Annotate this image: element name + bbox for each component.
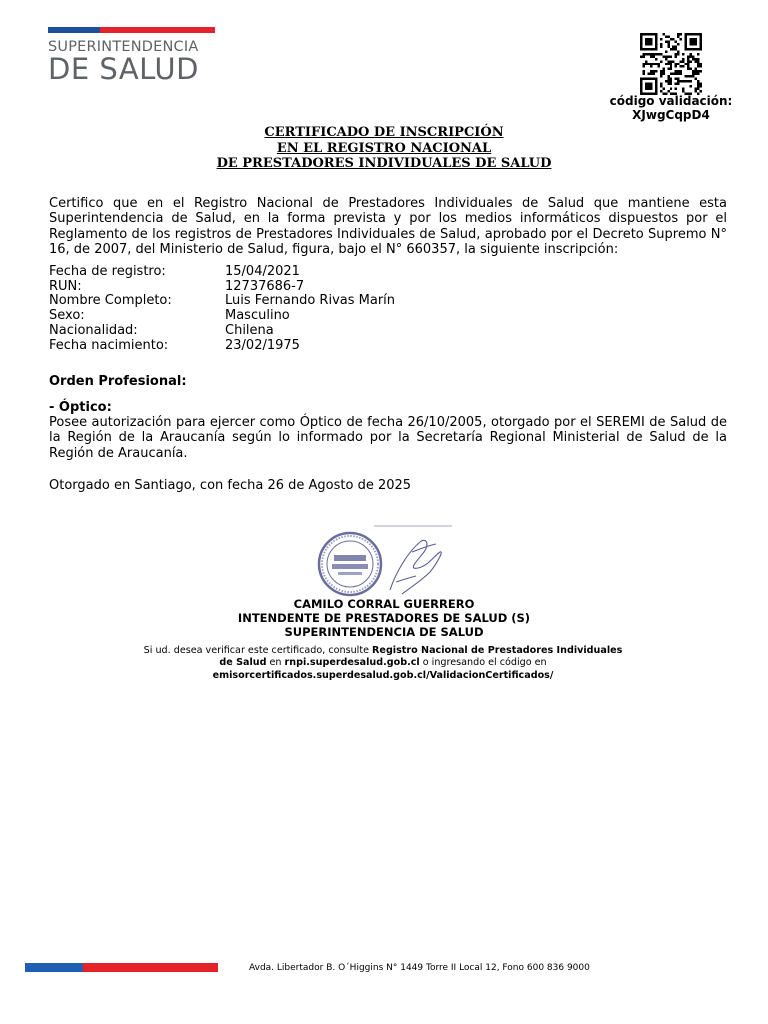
- validation-link[interactable]: emisorcertificados.superdesalud.gob.cl/ValidacionCertificados/: [212, 669, 554, 681]
- signer-block: [0, 597, 768, 639]
- title-line-1: CERTIFICADO DE INSCRIPCIÓN: [264, 125, 504, 140]
- signer-name: CAMILO CORRAL GUERRERO: [293, 597, 475, 611]
- superintendencia-logo: [48, 27, 218, 86]
- title-line-2: EN EL REGISTRO NACIONAL: [276, 140, 492, 156]
- profession-paragraph: Posee autorización para ejercer como Óptico de fecha 26/10/2005, otorgado por el SEREMI de Salud de la Región de la Araucanía según lo informado por la Secretaría Regional Ministerial de Salud de la Región de Araucanía.: [49, 415, 727, 461]
- field-value: Chilena: [225, 322, 274, 338]
- title-line-3: DE PRESTADORES INDIVIDUALES DE SALUD: [216, 156, 552, 171]
- field-value: 15/04/2021: [225, 264, 300, 279]
- intro-paragraph: Certifico que en el Registro Nacional de Prestadores Individuales de Salud que mantiene esta Superintendencia de Salud, en la forma prevista y por los medios informáticos dispuestos por el Reglamento de los registros de Prestadores Individuales de Salud, aprobado por el Decreto Supremo N° 16, de 2007, del Ministerio de Salud, figura, bajo el N° 660357, la siguiente inscripción:: [49, 196, 727, 257]
- verify-text-2: en: [266, 657, 285, 669]
- seal-and-signature-icon: [312, 522, 462, 602]
- validation-label: código validación:: [609, 94, 733, 108]
- granted-statement: Otorgado en Santiago, con fecha 26 de Agosto de 2025: [49, 478, 412, 493]
- field-row-registro: [49, 265, 395, 280]
- field-label: RUN:: [49, 278, 82, 294]
- profession-heading: - Óptico:: [49, 400, 112, 415]
- verify-text-3: o ingresando el código en: [419, 657, 547, 669]
- field-label: Nacionalidad:: [49, 322, 138, 338]
- field-label: Fecha nacimiento:: [49, 337, 169, 353]
- logo-color-bar: [48, 27, 215, 33]
- field-value: Luis Fernando Rivas Marín: [225, 293, 396, 309]
- logo-line-1: SUPERINTENDENCIA: [48, 39, 199, 55]
- field-row-nacimiento: [49, 339, 395, 354]
- field-label: Nombre Completo:: [49, 293, 172, 309]
- field-row-run: [49, 280, 395, 295]
- validation-code: XJwgCqpD4: [632, 108, 710, 122]
- logo-line-2: DE SALUD: [48, 52, 199, 86]
- signer-position: INTENDENTE DE PRESTADORES DE SALUD (S): [237, 611, 531, 625]
- field-row-sexo: [49, 309, 395, 324]
- registry-link[interactable]: rnpi.superdesalud.gob.cl: [284, 657, 420, 669]
- field-value: 12737686-7: [225, 278, 305, 294]
- validation-code-block: [596, 94, 746, 122]
- field-row-nacionalidad: [49, 324, 395, 339]
- field-value: Masculino: [225, 308, 290, 324]
- field-value: 23/02/1975: [225, 337, 300, 353]
- certificate-title: [0, 125, 768, 172]
- footer-address: Avda. Libertador B. O´Higgins N° 1449 Torre II Local 12, Fono 600 836 9000: [249, 963, 590, 973]
- verification-note: [140, 645, 626, 682]
- footer-color-bar: [25, 963, 218, 972]
- orden-profesional-heading: Orden Profesional:: [49, 374, 187, 389]
- field-label: Fecha de registro:: [49, 264, 166, 279]
- field-row-nombre: [49, 294, 395, 309]
- registry-name: Registro Nacional de Prestadores Individuales de Salud: [219, 645, 623, 669]
- registration-fields: [49, 265, 395, 353]
- qr-code-icon: [640, 33, 702, 95]
- signer-organization: SUPERINTENDENCIA DE SALUD: [284, 625, 484, 639]
- field-label: Sexo:: [49, 308, 85, 324]
- verify-text-1: Si ud. desea verificar este certificado, consulte: [143, 645, 373, 656]
